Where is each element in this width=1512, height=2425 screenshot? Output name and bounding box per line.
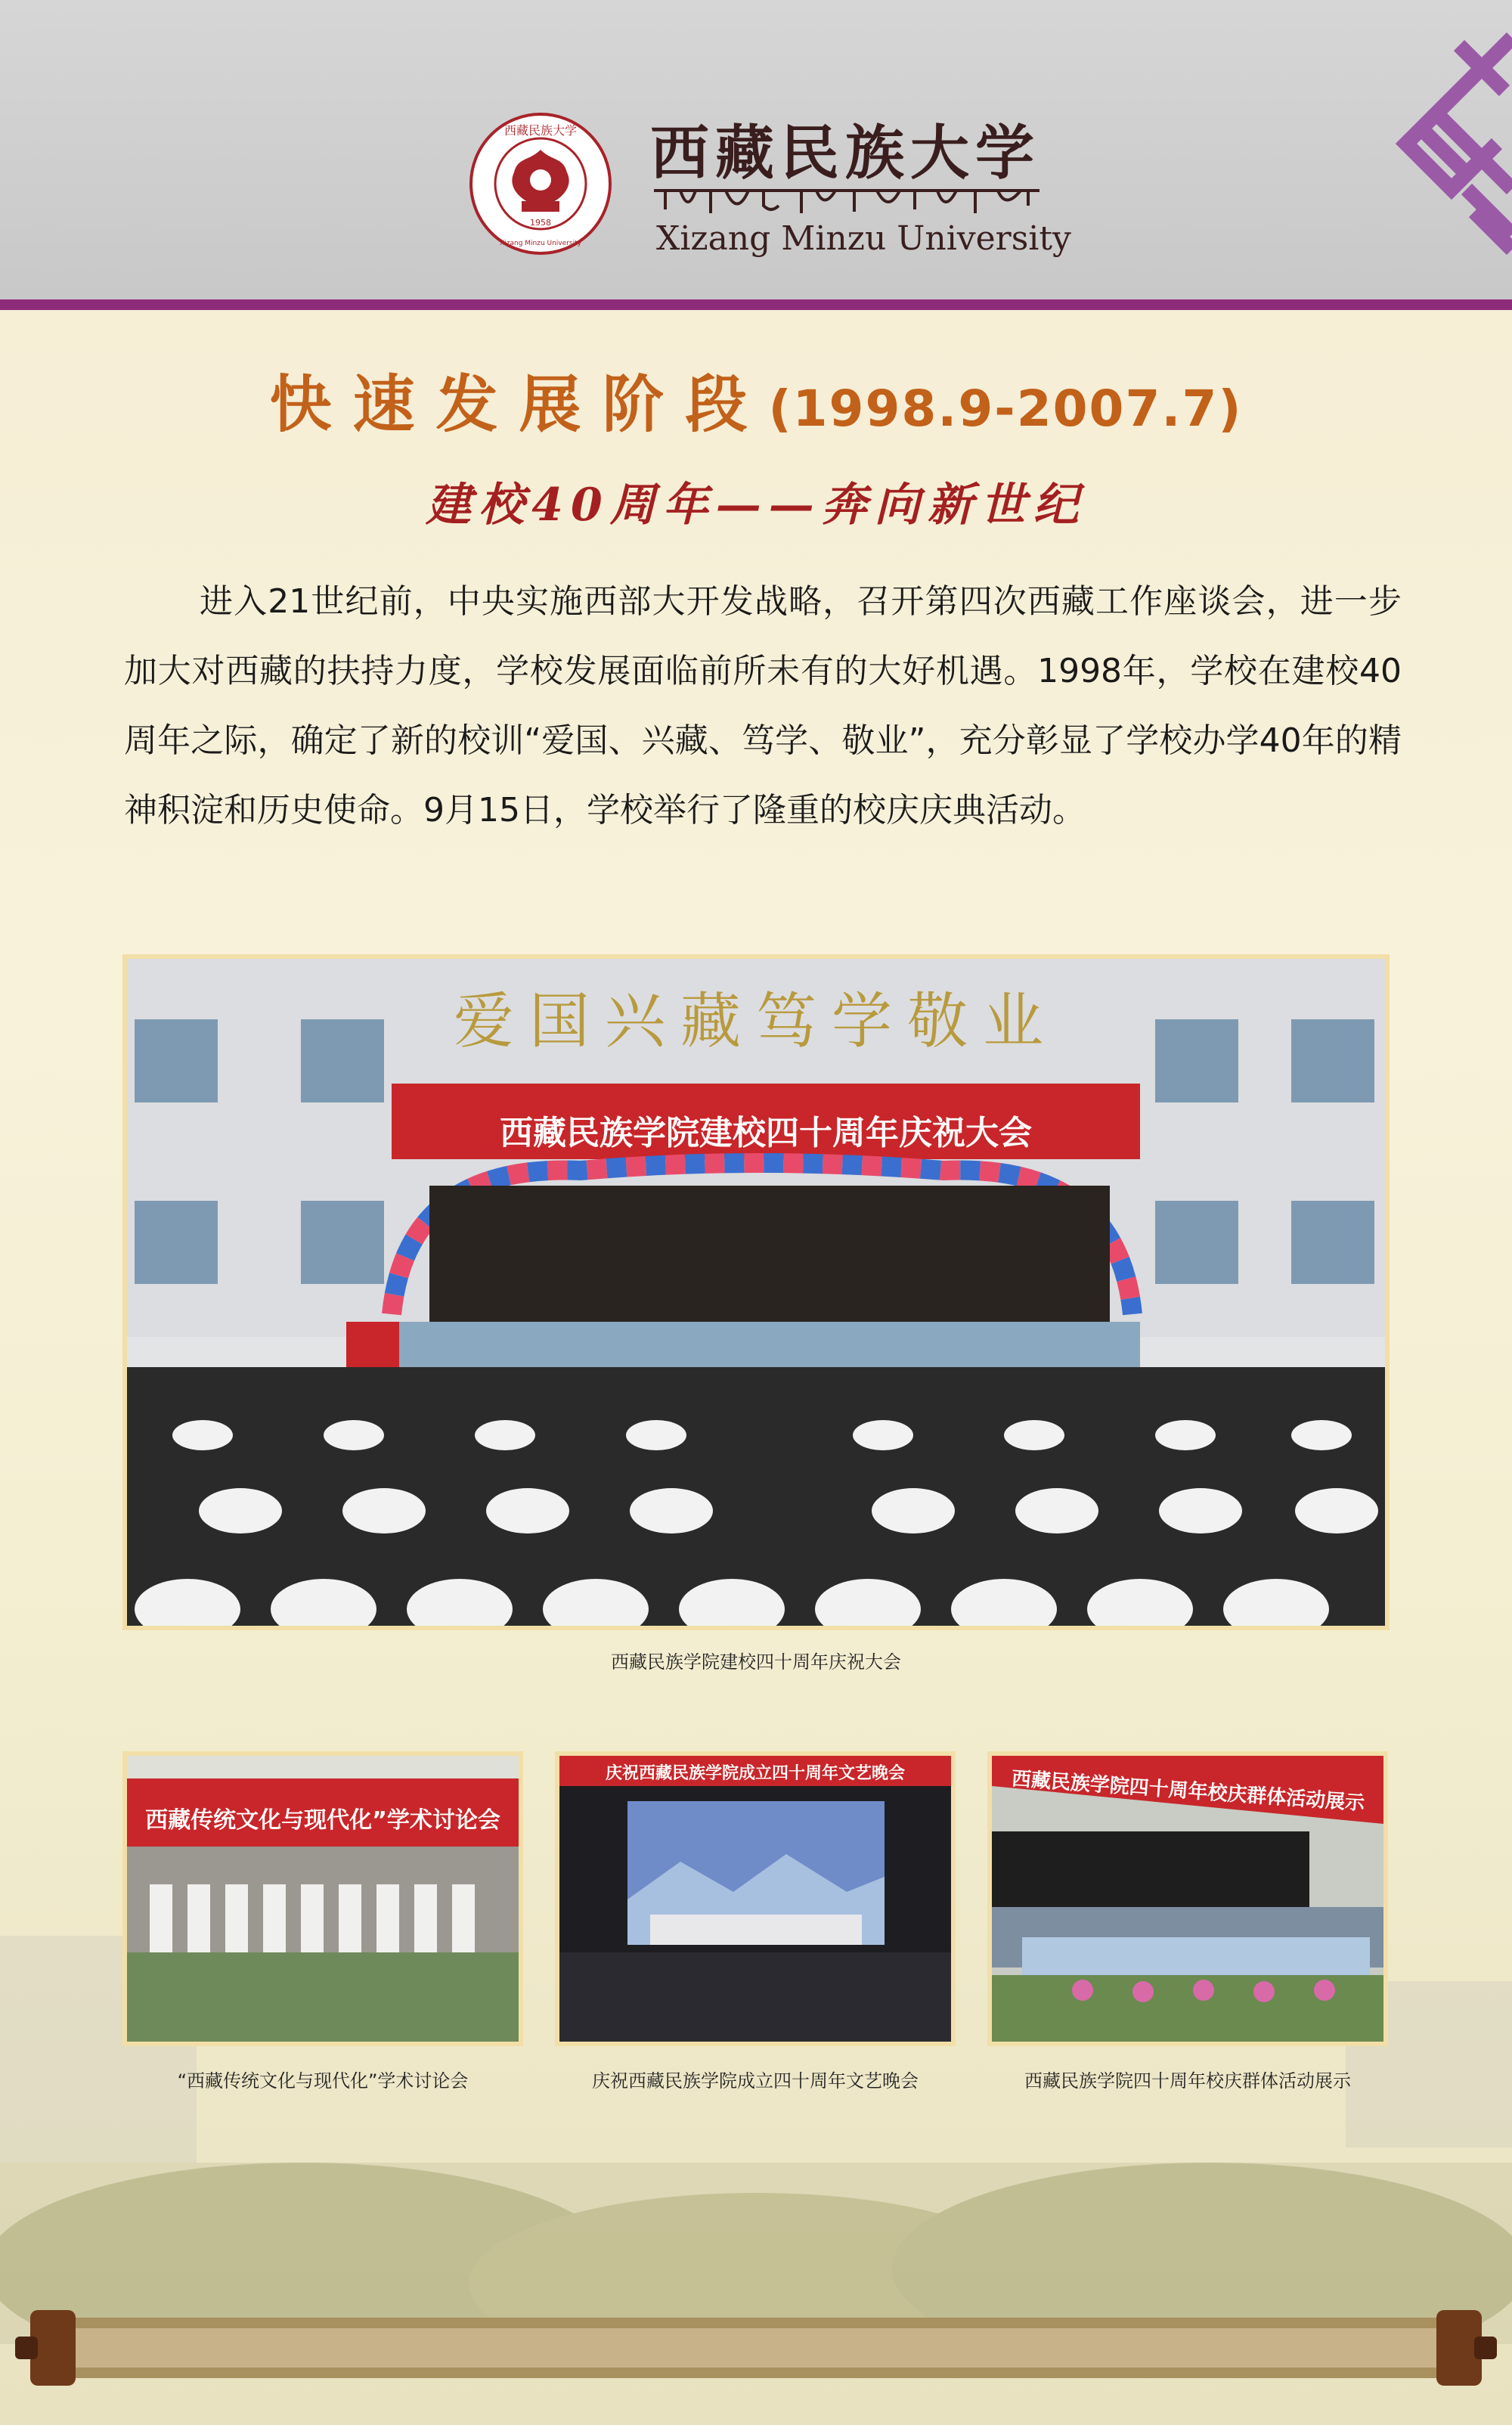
photo-banner-text: 西藏民族学院建校四十周年庆祝大会 bbox=[500, 1114, 1032, 1152]
university-name-en: Xizang Minzu University bbox=[656, 219, 1071, 258]
scroll-ornament bbox=[15, 2303, 1497, 2393]
section-subtitle: 建校40周年——奔向新世纪 bbox=[426, 479, 1086, 532]
building-motto: 爱国兴藏笃学敬业 bbox=[454, 986, 1058, 1056]
body-paragraph: 进入21世纪前，中央实施西部大开发战略，召开第四次西藏工作座谈会，进一步加大对西藏的扶持力度，学校发展面临前所未有的大好机遇。1998年，学校在建校40周年之际，确定了新的校训“爱国、兴藏、笃学、敬业”，充分彰显了学校办学40年的精神积淀和历史使命。9月15日，学校举行了隆重的校庆庆典活动。 bbox=[124, 582, 1402, 830]
title-main: 快速发展阶段 bbox=[269, 369, 769, 441]
gala-photo-caption: 庆祝西藏民族学院成立四十周年文艺晚会 bbox=[592, 2070, 919, 2092]
main-photo-caption: 西藏民族学院建校四十周年庆祝大会 bbox=[611, 1651, 901, 1673]
emblem-name-text: 西藏民族大学 bbox=[503, 123, 578, 138]
main-photo bbox=[122, 954, 1390, 1630]
gala-banner-text: 庆祝西藏民族学院成立四十周年文艺晚会 bbox=[605, 1764, 906, 1783]
emblem-english-text: Xizang Minzu University bbox=[500, 240, 581, 247]
endless-knot-ornament bbox=[1361, 0, 1512, 310]
photo-group-activity bbox=[987, 1751, 1388, 2046]
university-emblem bbox=[469, 112, 612, 256]
activity-banner-text: 西藏民族学院四十周年校庆群体活动展示 bbox=[1011, 1767, 1366, 1816]
tibetan-script-wordmark bbox=[650, 175, 1043, 221]
title-period: (1998.9-2007.7) bbox=[768, 380, 1243, 438]
seminar-photo-caption: “西藏传统文化与现代化”学术讨论会 bbox=[177, 2070, 469, 2092]
photo-seminar bbox=[122, 1751, 523, 2046]
photo-gala bbox=[555, 1751, 956, 2046]
seminar-banner-text: 西藏传统文化与现代化”学术讨论会 bbox=[145, 1807, 500, 1834]
section-title bbox=[0, 355, 1512, 444]
university-name-cn: 西藏民族大学 bbox=[650, 119, 1041, 188]
activity-photo-caption: 西藏民族学院四十周年校庆群体活动展示 bbox=[1024, 2070, 1351, 2092]
emblem-year: 1958 bbox=[530, 218, 551, 228]
header-divider bbox=[0, 299, 1512, 310]
